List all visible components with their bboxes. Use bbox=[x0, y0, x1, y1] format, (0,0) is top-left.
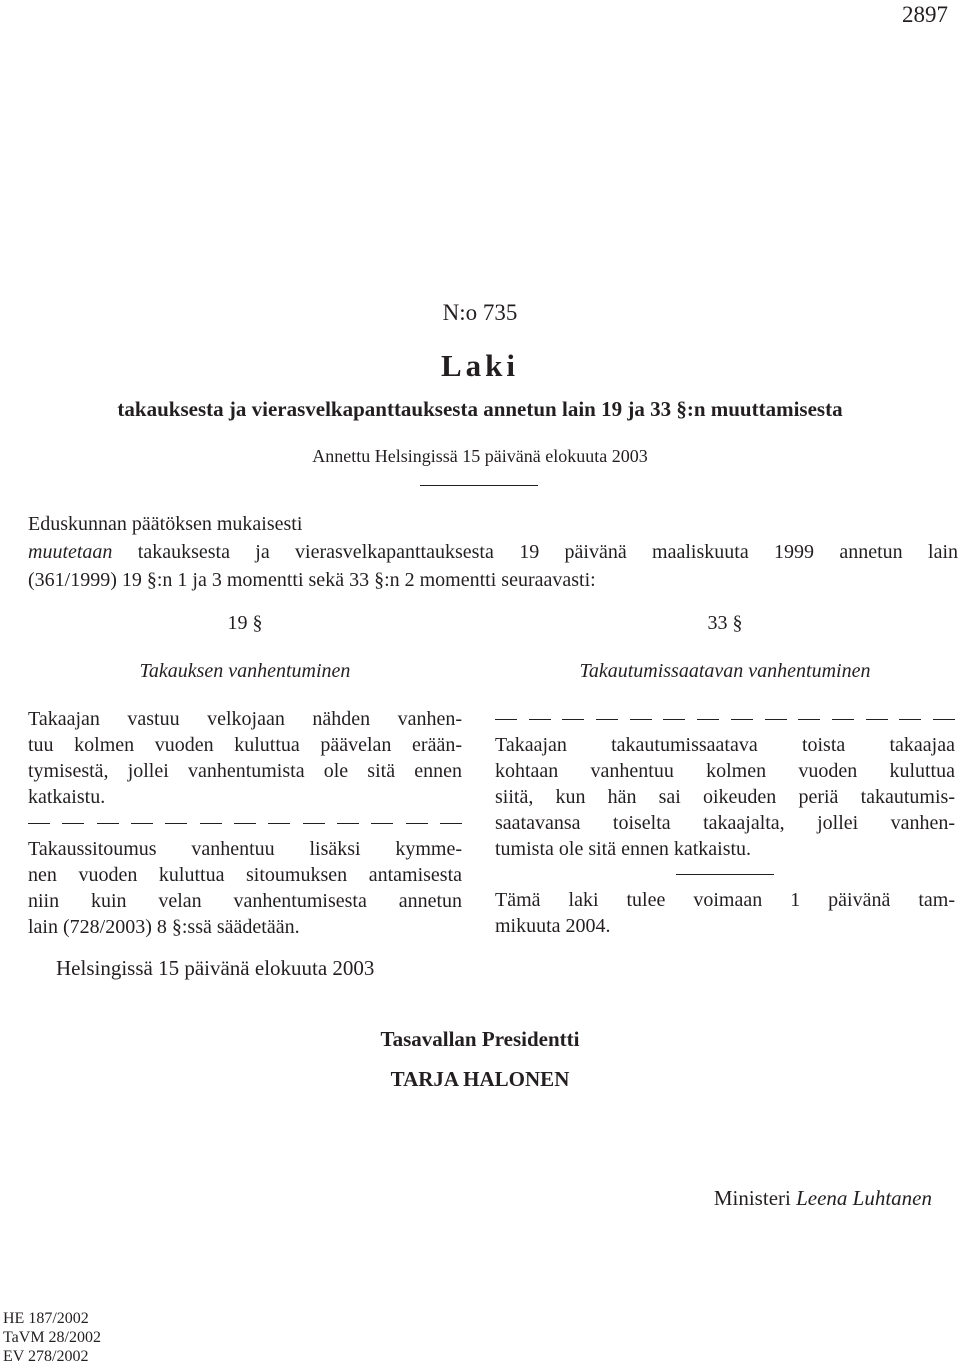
preamble-line-2 bbox=[28, 538, 958, 566]
minister-title: Ministeri bbox=[713, 1186, 791, 1210]
section-19-paragraph-2 bbox=[28, 836, 462, 940]
section-33-p1-line: siitä, kun hän sai oikeuden periä takautumis- bbox=[495, 786, 955, 808]
minister-name: Leena Luhtanen bbox=[796, 1186, 932, 1210]
place-and-date: Helsingissä 15 päivänä elokuuta 2003 bbox=[56, 956, 375, 980]
entry-into-force bbox=[495, 887, 955, 939]
preamble-line-2-rest: takauksesta ja vierasvelkapanttauksesta 19 päivänä maaliskuuta 1999 annetun lain bbox=[112, 541, 958, 563]
section-33-p1-line: kohtaan vanhentuu kolmen vuoden kuluttua bbox=[495, 760, 955, 782]
entry-into-force-line: mikuuta 2004. bbox=[495, 915, 611, 937]
section-33-p1-line: saatavansa toiselta takaajalta, jollei vanhen- bbox=[495, 812, 955, 834]
section-33-p1-line: tumista ole sitä ennen katkaistu. bbox=[495, 838, 752, 860]
section-19-paragraph-1 bbox=[28, 706, 462, 810]
section-33-heading: Takautumissaatavan vanhentuminen bbox=[579, 660, 871, 682]
section-33-p1-line: Takaajan takautumissaatava toista takaajaa bbox=[495, 734, 955, 756]
reference-item: EV 278/2002 bbox=[3, 1348, 89, 1365]
signatory-title: Tasavallan Presidentti bbox=[380, 1027, 580, 1051]
section-19-number: 19 § bbox=[227, 612, 263, 634]
entry-into-force-line: Tämä laki tulee voimaan 1 päivänä tam- bbox=[495, 889, 955, 911]
legislative-references bbox=[3, 1309, 101, 1366]
section-19-p2-line: niin kuin velan vanhentumisesta annetun bbox=[28, 890, 462, 912]
given-date bbox=[0, 446, 960, 467]
given-date-text: Annettu Helsingissä 15 päivänä elokuuta 2003 bbox=[312, 446, 648, 466]
preamble-line-3: (361/1999) 19 §:n 1 ja 3 momentti sekä 33 §:n 2 momentti seuraavasti: bbox=[28, 569, 596, 591]
reference-item: HE 187/2002 bbox=[3, 1310, 89, 1327]
section-19-p2-line: Takaussitoumus vanhentuu lisäksi kymme- bbox=[28, 838, 462, 860]
section-19-p1-line: Takaajan vastuu velkojaan nähden vanhen- bbox=[28, 708, 462, 730]
minister-signature bbox=[714, 1186, 932, 1211]
section-33 bbox=[495, 610, 955, 939]
section-33-number: 33 § bbox=[707, 612, 743, 634]
section-19-heading: Takauksen vanhentuminen bbox=[139, 660, 351, 682]
preamble bbox=[28, 510, 958, 594]
page-number: 2897 bbox=[902, 2, 948, 27]
section-19-p2-line: nen vuoden kuluttua sitoumuksen antamisesta bbox=[28, 864, 462, 886]
title-divider bbox=[420, 485, 538, 486]
section-33-paragraph-1 bbox=[495, 732, 955, 862]
document-type: Laki bbox=[440, 348, 520, 383]
section-19-p1-line: tymisestä, jollei vanhentumista ole sitä ennen bbox=[28, 760, 462, 782]
section-19-p1-line: katkaistu. bbox=[28, 786, 106, 808]
document-title: takauksesta ja vierasvelkapanttauksesta annetun lain 19 ja 33 §:n muuttamisesta bbox=[117, 397, 843, 421]
reference-item: TaVM 28/2002 bbox=[3, 1329, 101, 1346]
preamble-keyword: muutetaan bbox=[28, 541, 113, 563]
signatory-name: TARJA HALONEN bbox=[390, 1067, 570, 1091]
preamble-line-1: Eduskunnan päätöksen mukaisesti bbox=[28, 513, 303, 535]
statute-number: N:o 735 bbox=[442, 300, 518, 325]
section-19-p1-line: tuu kolmen vuoden kuluttua päävelan erään- bbox=[28, 734, 462, 756]
section-divider bbox=[676, 874, 774, 875]
section-19 bbox=[28, 610, 462, 940]
omitted-text-dashes bbox=[495, 706, 955, 732]
omitted-text-dashes bbox=[28, 810, 462, 836]
section-19-p2-line: lain (728/2003) 8 §:ssä säädetään. bbox=[28, 916, 300, 938]
